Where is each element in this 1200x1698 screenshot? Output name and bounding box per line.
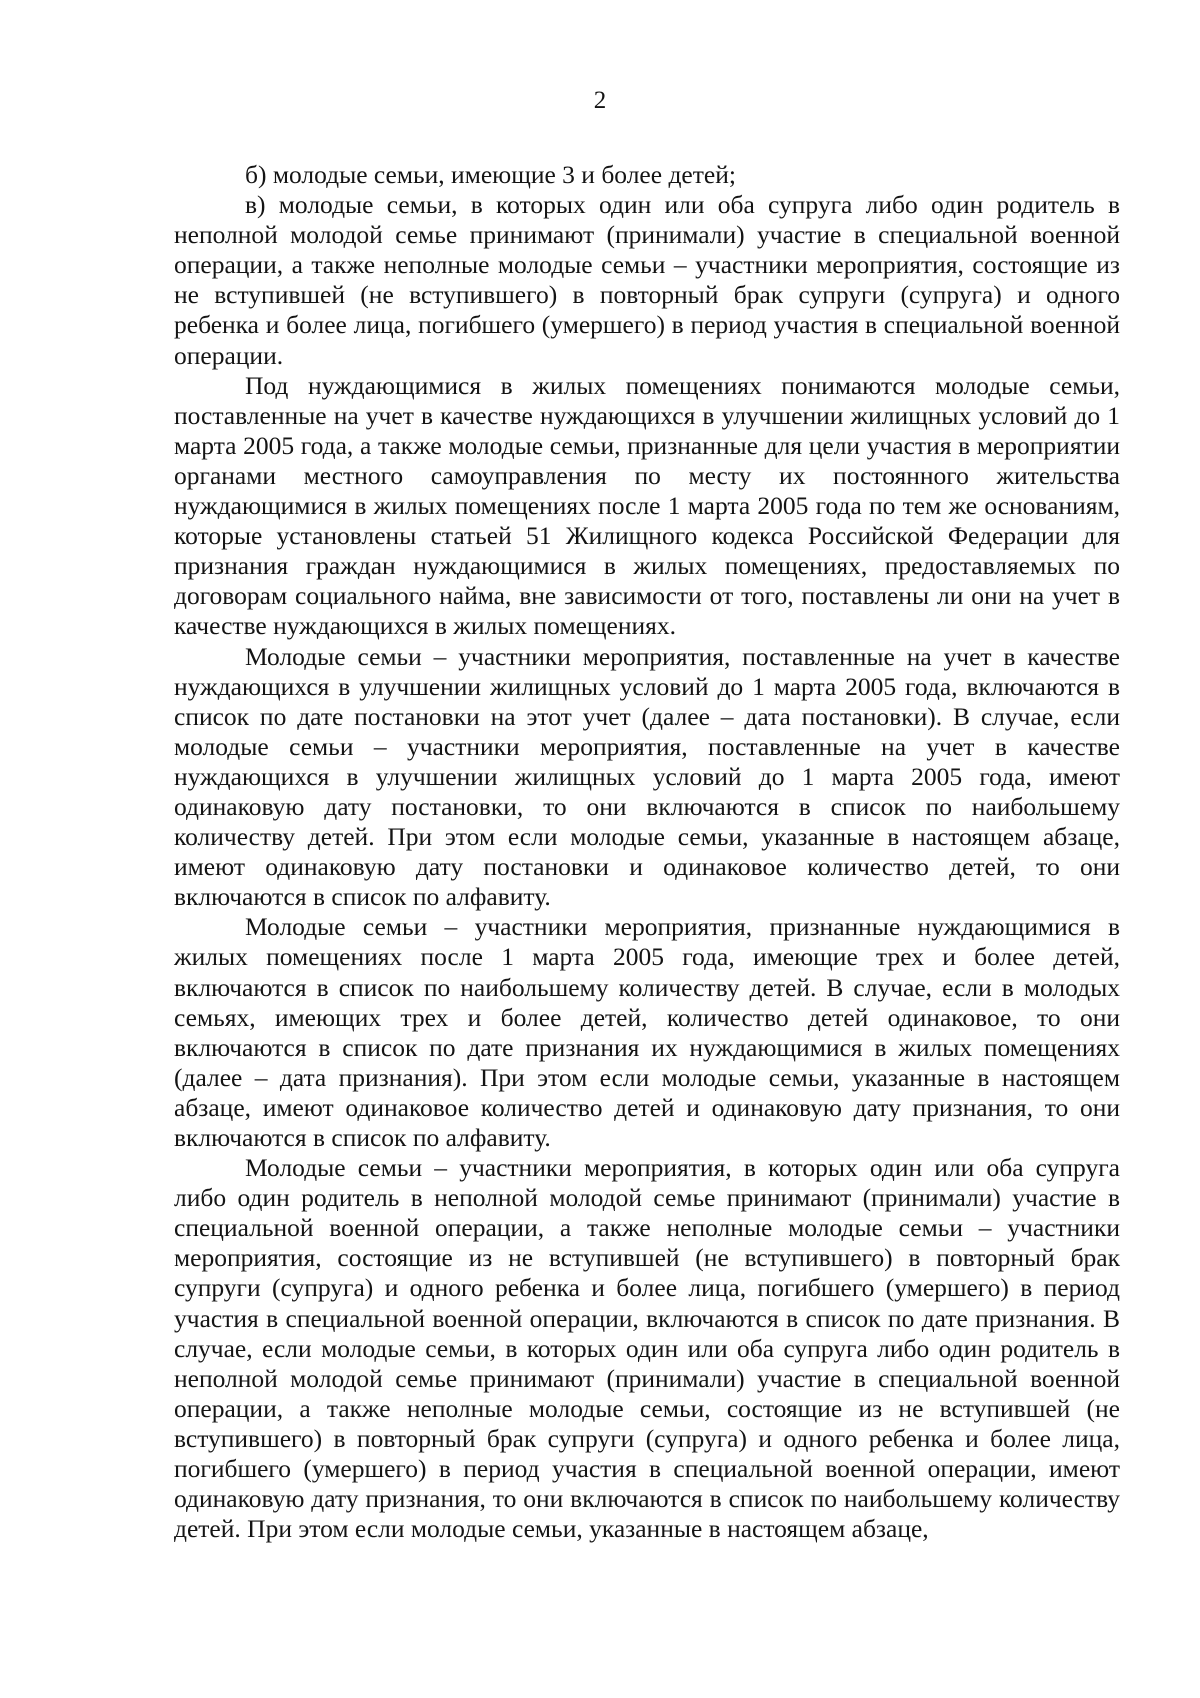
document-body [174, 160, 1120, 1544]
paragraph-large-families-order: Молодые семьи – участники мероприятия, признанные нуждающимися в жилых помещениях после 1 марта 2005 года, имеющие трех и более детей, включаются в список по наибольшему количеству детей. В случае, если в молодых семьях, имеющих трех и более детей, количество детей одинаковое, то они включаются в список по дате признания их нуждающимися в жилых помещениях (далее – дата признания). При этом если молодые семьи, указанные в настоящем абзаце, имеют одинаковое количество детей и одинаковую дату признания, то они включаются в список по алфавиту. [174, 912, 1120, 1152]
paragraph-needy-definition: Под нуждающимися в жилых помещениях понимаются молодые семьи, поставленные на учет в качестве нуждающихся в улучшении жилищных условий до 1 марта 2005 года, а также молодые семьи, признанные для цели участия в мероприятии органами местного самоуправления по месту их постоянного жительства нуждающимися в жилых помещениях после 1 марта 2005 года по тем же основаниям, которые установлены статьей 51 Жилищного кодекса Российской Федерации для признания граждан нуждающимися в жилых помещениях, предоставляемых по договорам социального найма, вне зависимости от того, поставлены ли они на учет в качестве нуждающихся в жилых помещениях. [174, 370, 1120, 641]
paragraph-svo-families-order: Молодые семьи – участники мероприятия, в которых один или оба супруга либо один родитель в неполной молодой семье принимают (принимали) участие в специальной военной операции, а также неполные молодые семьи – участники мероприятия, состоящие из не вступившей (не вступившего) в повторный брак супруги (супруга) и одного ребенка и более лица, погибшего (умершего) в период участия в специальной военной операции, включаются в список по дате признания. В случае, если молодые семьи, в которых один или оба супруга либо один родитель в неполной молодой семье принимают (принимали) участие в специальной военной операции, а также неполные молодые семьи, состоящие из не вступившей (не вступившего) в повторный брак супруги (супруга) и одного ребенка и более лица, погибшего (умершего) в период участия в специальной военной операции, имеют одинаковую дату признания, то они включаются в список по наибольшему количеству детей. При этом если молодые семьи, указанные в настоящем абзаце, [174, 1153, 1120, 1544]
paragraph-item-b: б) молодые семьи, имеющие 3 и более детей; [245, 160, 736, 189]
page-number: 2 [593, 87, 607, 114]
paragraph-registration-date-order: Молодые семьи – участники мероприятия, поставленные на учет в качестве нуждающихся в улучшении жилищных условий до 1 марта 2005 года, включаются в список по дате постановки на этот учет (далее – дата постановки). В случае, если молодые семьи – участники мероприятия, поставленные на учет в качестве нуждающихся в улучшении жилищных условий до 1 марта 2005 года, имеют одинаковую дату постановки, то они включаются в список по наибольшему количеству детей. При этом если молодые семьи, указанные в настоящем абзаце, имеют одинаковую дату постановки и одинаковое количество детей, то они включаются в список по алфавиту. [174, 641, 1120, 912]
paragraph-item-v: в) молодые семьи, в которых один или оба супруга либо один родитель в неполной молодой семье принимают (принимали) участие в специальной военной операции, а также неполные молодые семьи – участники мероприятия, состоящие из не вступившей (не вступившего) в повторный брак супруги (супруга) и одного ребенка и более лица, погибшего (умершего) в период участия в специальной военной операции. [174, 190, 1120, 370]
